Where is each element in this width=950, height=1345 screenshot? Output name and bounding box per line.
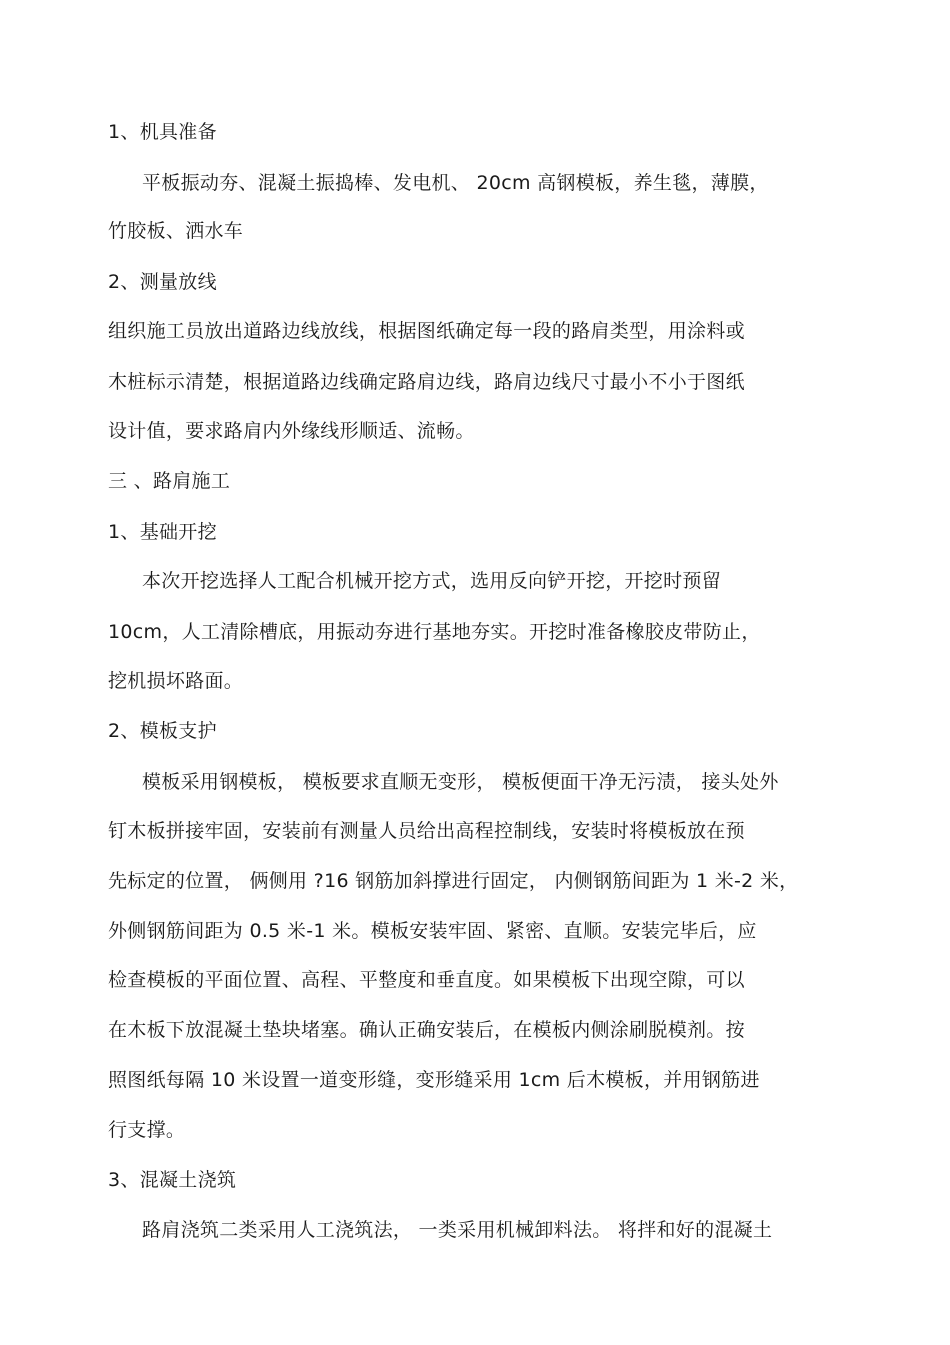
paragraph-line: 设计值，要求路肩内外缘线形顺适、流畅。 bbox=[108, 420, 475, 442]
paragraph-line: 竹胶板、洒水车 bbox=[108, 220, 244, 242]
heading-equipment-prep: 1、机具准备 bbox=[108, 121, 217, 143]
paragraph-line: 路肩浇筑二类采用人工浇筑法， 一类采用机械卸料法。 将拌和好的混凝土 bbox=[142, 1219, 773, 1241]
paragraph-line: 在木板下放混凝土垫块堵塞。确认正确安装后，在模板内侧涂刷脱模剂。按 bbox=[108, 1019, 745, 1041]
paragraph-line: 先标定的位置， 俩侧用 ?16 钢筋加斜撑进行固定， 内侧钢筋间距为 1 米-2 米， bbox=[108, 870, 799, 892]
paragraph-line: 本次开挖选择人工配合机械开挖方式，选用反向铲开挖，开挖时预留 bbox=[142, 570, 722, 592]
paragraph-line: 挖机损坏路面。 bbox=[108, 670, 244, 692]
heading-foundation-excavation: 1、基础开挖 bbox=[108, 521, 217, 543]
paragraph-line: 组织施工员放出道路边线放线，根据图纸确定每一段的路肩类型，用涂料或 bbox=[108, 320, 745, 342]
paragraph-line: 行支撑。 bbox=[108, 1119, 186, 1141]
heading-formwork-support: 2、模板支护 bbox=[108, 720, 217, 742]
paragraph-line: 模板采用钢模板， 模板要求直顺无变形， 模板便面干净无污渍， 接头处外 bbox=[142, 771, 779, 793]
paragraph-line: 木桩标示清楚，根据道路边线确定路肩边线，路肩边线尺寸最小不小于图纸 bbox=[108, 371, 745, 393]
heading-survey-layout: 2、测量放线 bbox=[108, 271, 217, 293]
paragraph-line: 检查模板的平面位置、高程、平整度和垂直度。如果模板下出现空隙，可以 bbox=[108, 969, 745, 991]
heading-concrete-pouring: 3、混凝土浇筑 bbox=[108, 1169, 237, 1191]
paragraph-line: 10cm，人工清除槽底，用振动夯进行基地夯实。开挖时准备橡胶皮带防止， bbox=[108, 621, 761, 643]
section-heading-shoulder-construction: 三 、路肩施工 bbox=[108, 470, 231, 492]
paragraph-line: 照图纸每隔 10 米设置一道变形缝，变形缝采用 1cm 后木模板，并用钢筋进 bbox=[108, 1069, 760, 1091]
paragraph-line: 外侧钢筋间距为 0.5 米-1 米。模板安装牢固、紧密、直顺。安装完毕后，应 bbox=[108, 920, 757, 942]
paragraph-line: 平板振动夯、混凝土振捣棒、发电机、 20cm 高钢模板，养生毯，薄膜， bbox=[142, 172, 769, 194]
paragraph-line: 钉木板拼接牢固，安装前有测量人员给出高程控制线，安装时将模板放在预 bbox=[108, 820, 745, 842]
